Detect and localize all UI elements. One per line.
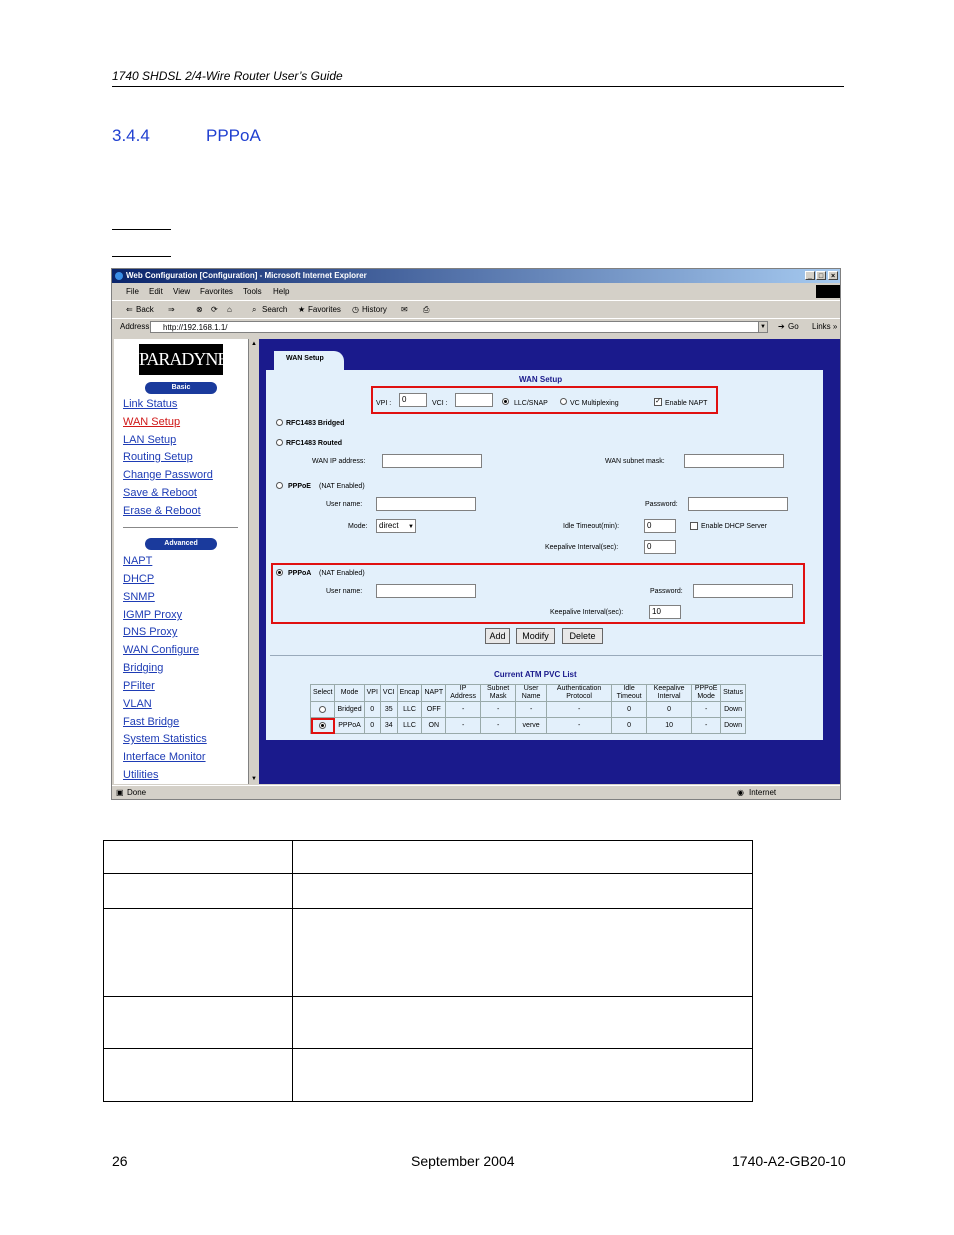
- mail-icon[interactable]: ✉: [401, 305, 408, 314]
- pppoe-label: PPPoE: [288, 483, 311, 490]
- table-rule: [103, 1101, 753, 1102]
- table-cell: -: [446, 718, 481, 734]
- refresh-icon[interactable]: ⟳: [211, 305, 218, 314]
- go-arrow-icon[interactable]: ➔: [778, 322, 785, 331]
- nav-fast-bridge[interactable]: Fast Bridge: [123, 716, 180, 728]
- pppoa-label: PPPoA: [288, 570, 312, 577]
- table-cell: 0: [364, 702, 380, 718]
- enable-dhcp-label: Enable DHCP Server: [701, 523, 768, 530]
- table-cell: 0: [612, 718, 647, 734]
- footer-date: September 2004: [411, 1153, 515, 1169]
- pppoa-radio[interactable]: [276, 569, 283, 576]
- rfc-bridged-label: RFC1483 Bridged: [286, 420, 345, 427]
- pvc-col-select: Select: [311, 685, 335, 702]
- page-number: 26: [112, 1153, 128, 1169]
- idle-timeout-input[interactable]: 0: [644, 519, 676, 533]
- menu-favorites[interactable]: Favorites: [200, 287, 233, 296]
- pvc-select-radio[interactable]: [319, 722, 326, 729]
- table-rule: [103, 873, 753, 874]
- pvc-col-user: User Name: [516, 685, 547, 702]
- section-number: 3.4.4: [112, 126, 150, 145]
- pvc-col-mask: Subnet Mask: [481, 685, 516, 702]
- table-cell: 34: [380, 718, 397, 734]
- vci-input[interactable]: [455, 393, 493, 407]
- nav-dhcp[interactable]: DHCP: [123, 573, 155, 585]
- pvc-col-mode: Mode: [335, 685, 364, 702]
- nav-save-reboot[interactable]: Save & Reboot: [123, 487, 197, 499]
- select-cell: [311, 718, 335, 734]
- table-rule: [292, 840, 293, 1102]
- llc-radio[interactable]: [502, 398, 509, 405]
- scroll-up-icon[interactable]: ▲: [251, 341, 257, 347]
- pppoe-keepalive-label: Keepalive Interval(sec):: [545, 544, 619, 551]
- pvc-col-auth: Authentication Protocol: [547, 685, 612, 702]
- table-rule: [103, 840, 104, 1102]
- table-cell: LLC: [397, 702, 422, 718]
- short-rule: [112, 229, 171, 230]
- pvc-col-pppoe-mode: PPPoE Mode: [692, 685, 721, 702]
- wan-setup-panel: [266, 370, 823, 740]
- ie-icon: [115, 272, 123, 280]
- table-cell: -: [547, 702, 612, 718]
- advanced-header: Advanced: [145, 538, 217, 550]
- nav-wan-setup[interactable]: WAN Setup: [123, 416, 181, 428]
- page-viewport: [114, 339, 840, 784]
- nav-napt[interactable]: NAPT: [123, 555, 153, 567]
- table-cell: 0: [612, 702, 647, 718]
- menu-edit[interactable]: Edit: [149, 287, 163, 296]
- nav-bridging[interactable]: Bridging: [123, 662, 164, 674]
- nav-wan-configure[interactable]: WAN Configure: [123, 644, 200, 656]
- vc-mux-label: VC Multiplexing: [570, 400, 619, 407]
- status-text: Done: [127, 788, 147, 797]
- status-bar: [112, 785, 840, 800]
- history-button[interactable]: History: [362, 305, 387, 314]
- nav-system-statistics[interactable]: System Statistics: [123, 733, 207, 745]
- pvc-table: [310, 684, 746, 734]
- browser-toolbar: [112, 300, 840, 318]
- address-label: Address: [120, 322, 150, 331]
- document-header: 1740 SHDSL 2/4-Wire Router User’s Guide: [112, 69, 343, 83]
- table-cell: -: [692, 702, 721, 718]
- pvc-col-napt: NAPT: [422, 685, 446, 702]
- table-cell: Down: [721, 718, 746, 734]
- stop-icon[interactable]: ⊗: [196, 305, 203, 314]
- nav-divider: [123, 527, 238, 528]
- sidebar: [114, 339, 248, 784]
- table-cell: 0: [647, 702, 692, 718]
- menu-help[interactable]: Help: [273, 287, 290, 296]
- table-cell: -: [481, 702, 516, 718]
- table-row: [311, 702, 746, 718]
- history-icon[interactable]: ◷: [352, 305, 359, 314]
- nav-interface-monitor[interactable]: Interface Monitor: [123, 751, 206, 763]
- enable-dhcp-checkbox[interactable]: [690, 522, 698, 530]
- table-rule: [103, 908, 753, 909]
- nav-utilities[interactable]: Utilities: [123, 769, 159, 781]
- pppoe-pass-input[interactable]: [688, 497, 788, 511]
- nav-link-status[interactable]: Link Status: [123, 398, 178, 410]
- sidebar-scrollbar[interactable]: [248, 339, 259, 784]
- pppoa-pass-label: Password:: [650, 588, 683, 595]
- menu-bar: [112, 284, 840, 299]
- llc-label: LLC/SNAP: [514, 400, 548, 407]
- panel-title: WAN Setup: [519, 375, 563, 384]
- table-cell: verve: [516, 718, 547, 734]
- pppoa-user-label: User name:: [326, 588, 363, 595]
- vpi-input[interactable]: 0: [399, 393, 427, 407]
- basic-header: Basic: [145, 382, 217, 394]
- search-button[interactable]: Search: [262, 305, 288, 314]
- pvc-col-idle: Idle Timeout: [612, 685, 647, 702]
- nav-pfilter[interactable]: PFilter: [123, 680, 155, 692]
- pvc-header-row: [311, 685, 746, 702]
- menu-view[interactable]: View: [173, 287, 191, 296]
- pppoe-keepalive-input[interactable]: 0: [644, 540, 676, 554]
- enable-napt-checkbox[interactable]: ✓: [655, 398, 661, 405]
- wan-ip-input[interactable]: [382, 454, 482, 468]
- table-cell: ON: [422, 718, 446, 734]
- scroll-down-icon[interactable]: ▼: [251, 776, 257, 782]
- table-cell: 35: [380, 702, 397, 718]
- mode-select-value: direct: [379, 521, 399, 530]
- table-cell: Bridged: [335, 702, 364, 718]
- nav-vlan[interactable]: VLAN: [123, 698, 152, 710]
- windows-logo-icon: [816, 285, 840, 298]
- back-arrow-icon[interactable]: ⇐: [126, 305, 133, 314]
- table-rule: [103, 996, 753, 997]
- table-cell: OFF: [422, 702, 446, 718]
- footer-doc-id: 1740-A2-GB20-10: [732, 1153, 846, 1169]
- pvc-col-encap: Encap: [397, 685, 422, 702]
- forward-arrow-icon[interactable]: ⇒: [168, 305, 175, 314]
- table-row: [311, 718, 746, 734]
- pvc-list-title: Current ATM PVC List: [494, 670, 577, 679]
- address-bar: [112, 318, 840, 335]
- table-rule: [103, 840, 753, 841]
- rfc-routed-radio[interactable]: [276, 439, 283, 446]
- nav-dns-proxy[interactable]: DNS Proxy: [123, 626, 178, 638]
- home-icon[interactable]: ⌂: [227, 305, 232, 314]
- chevron-down-icon: ▼: [408, 524, 414, 530]
- internet-zone-icon: ◉: [737, 788, 744, 797]
- browser-title: Web Configuration [Configuration] - Microsoft Internet Explorer: [126, 271, 367, 280]
- pppoa-keepalive-label: Keepalive Interval(sec):: [550, 609, 624, 616]
- table-rule: [752, 840, 753, 1102]
- table-cell: PPPoA: [335, 718, 364, 734]
- rfc-routed-label: RFC1483 Routed: [286, 440, 343, 447]
- nav-igmp-proxy[interactable]: IGMP Proxy: [123, 609, 183, 621]
- table-cell: -: [692, 718, 721, 734]
- table-cell: -: [547, 718, 612, 734]
- table-cell: -: [446, 702, 481, 718]
- select-cell: [311, 702, 335, 718]
- vc-mux-radio[interactable]: [560, 398, 567, 405]
- back-button[interactable]: Back: [136, 305, 154, 314]
- divider: [270, 655, 822, 656]
- browser-window: [111, 268, 841, 800]
- table-cell: 10: [647, 718, 692, 734]
- pppoa-pass-input[interactable]: [693, 584, 793, 598]
- pppoe-pass-label: Password:: [645, 501, 678, 508]
- close-icon[interactable]: ×: [828, 271, 838, 280]
- enable-napt-label: Enable NAPT: [665, 400, 708, 407]
- table-cell: Down: [721, 702, 746, 718]
- wan-mask-label: WAN subnet mask:: [605, 458, 665, 465]
- address-input[interactable]: http://192.168.1.1/: [150, 321, 768, 333]
- rfc-bridged-radio[interactable]: [276, 419, 283, 426]
- wan-mask-input[interactable]: [684, 454, 784, 468]
- chevron-down-icon[interactable]: ▼: [758, 321, 768, 333]
- pvc-col-keepalive: Keepalive Interval: [647, 685, 692, 702]
- pppoa-keepalive-input[interactable]: 10: [649, 605, 681, 619]
- wan-ip-label: WAN IP address:: [312, 458, 366, 465]
- add-button[interactable]: Add: [485, 628, 510, 644]
- short-rule: [112, 256, 171, 257]
- pppoa-user-input[interactable]: [376, 584, 476, 598]
- vpi-label: VPI :: [376, 400, 392, 407]
- print-icon[interactable]: ⎙: [423, 305, 430, 314]
- table-cell: LLC: [397, 718, 422, 734]
- table-rule: [103, 1048, 753, 1049]
- vci-label: VCI :: [432, 400, 448, 407]
- nav-routing-setup[interactable]: Routing Setup: [123, 451, 193, 463]
- nav-erase-reboot[interactable]: Erase & Reboot: [123, 505, 201, 517]
- table-cell: -: [481, 718, 516, 734]
- pvc-col-vci: VCI: [380, 685, 397, 702]
- go-button[interactable]: Go: [788, 322, 799, 331]
- tab-wan-setup[interactable]: WAN Setup: [274, 351, 344, 371]
- pppoe-note: (NAT Enabled): [319, 483, 365, 490]
- nav-lan-setup[interactable]: LAN Setup: [123, 434, 177, 446]
- header-rule: [112, 86, 844, 87]
- table-cell: -: [516, 702, 547, 718]
- pppoe-user-input[interactable]: [376, 497, 476, 511]
- browser-titlebar: [112, 269, 840, 283]
- zone-text: Internet: [749, 788, 777, 797]
- links-button[interactable]: Links »: [812, 322, 838, 331]
- maximize-icon[interactable]: □: [816, 271, 826, 280]
- table-cell: 0: [364, 718, 380, 734]
- minimize-icon[interactable]: _: [805, 271, 815, 280]
- page-done-icon: ▣: [116, 788, 124, 797]
- menu-file[interactable]: File: [126, 287, 139, 296]
- paradyne-logo: PARADYNE: [139, 344, 223, 375]
- pppoe-radio[interactable]: [276, 482, 283, 489]
- favorites-button[interactable]: Favorites: [308, 305, 341, 314]
- pvc-col-status: Status: [721, 685, 746, 702]
- modify-button[interactable]: Modify: [516, 628, 555, 644]
- pvc-select-radio[interactable]: [319, 706, 326, 713]
- idle-timeout-label: Idle Timeout(min):: [563, 523, 620, 530]
- search-icon[interactable]: ⌕: [252, 305, 257, 314]
- pvc-col-ip: IP Address: [446, 685, 481, 702]
- nav-change-password[interactable]: Change Password: [123, 469, 213, 481]
- mode-label: Mode:: [348, 523, 368, 530]
- pppoe-user-label: User name:: [326, 501, 363, 508]
- nav-snmp[interactable]: SNMP: [123, 591, 155, 603]
- pppoa-note: (NAT Enabled): [319, 570, 365, 577]
- favorites-icon[interactable]: ★: [298, 305, 306, 314]
- pvc-col-vpi: VPI: [364, 685, 380, 702]
- section-title: PPPoA: [206, 126, 261, 145]
- delete-button[interactable]: Delete: [562, 628, 603, 644]
- mode-select[interactable]: [376, 519, 416, 533]
- menu-tools[interactable]: Tools: [243, 287, 262, 296]
